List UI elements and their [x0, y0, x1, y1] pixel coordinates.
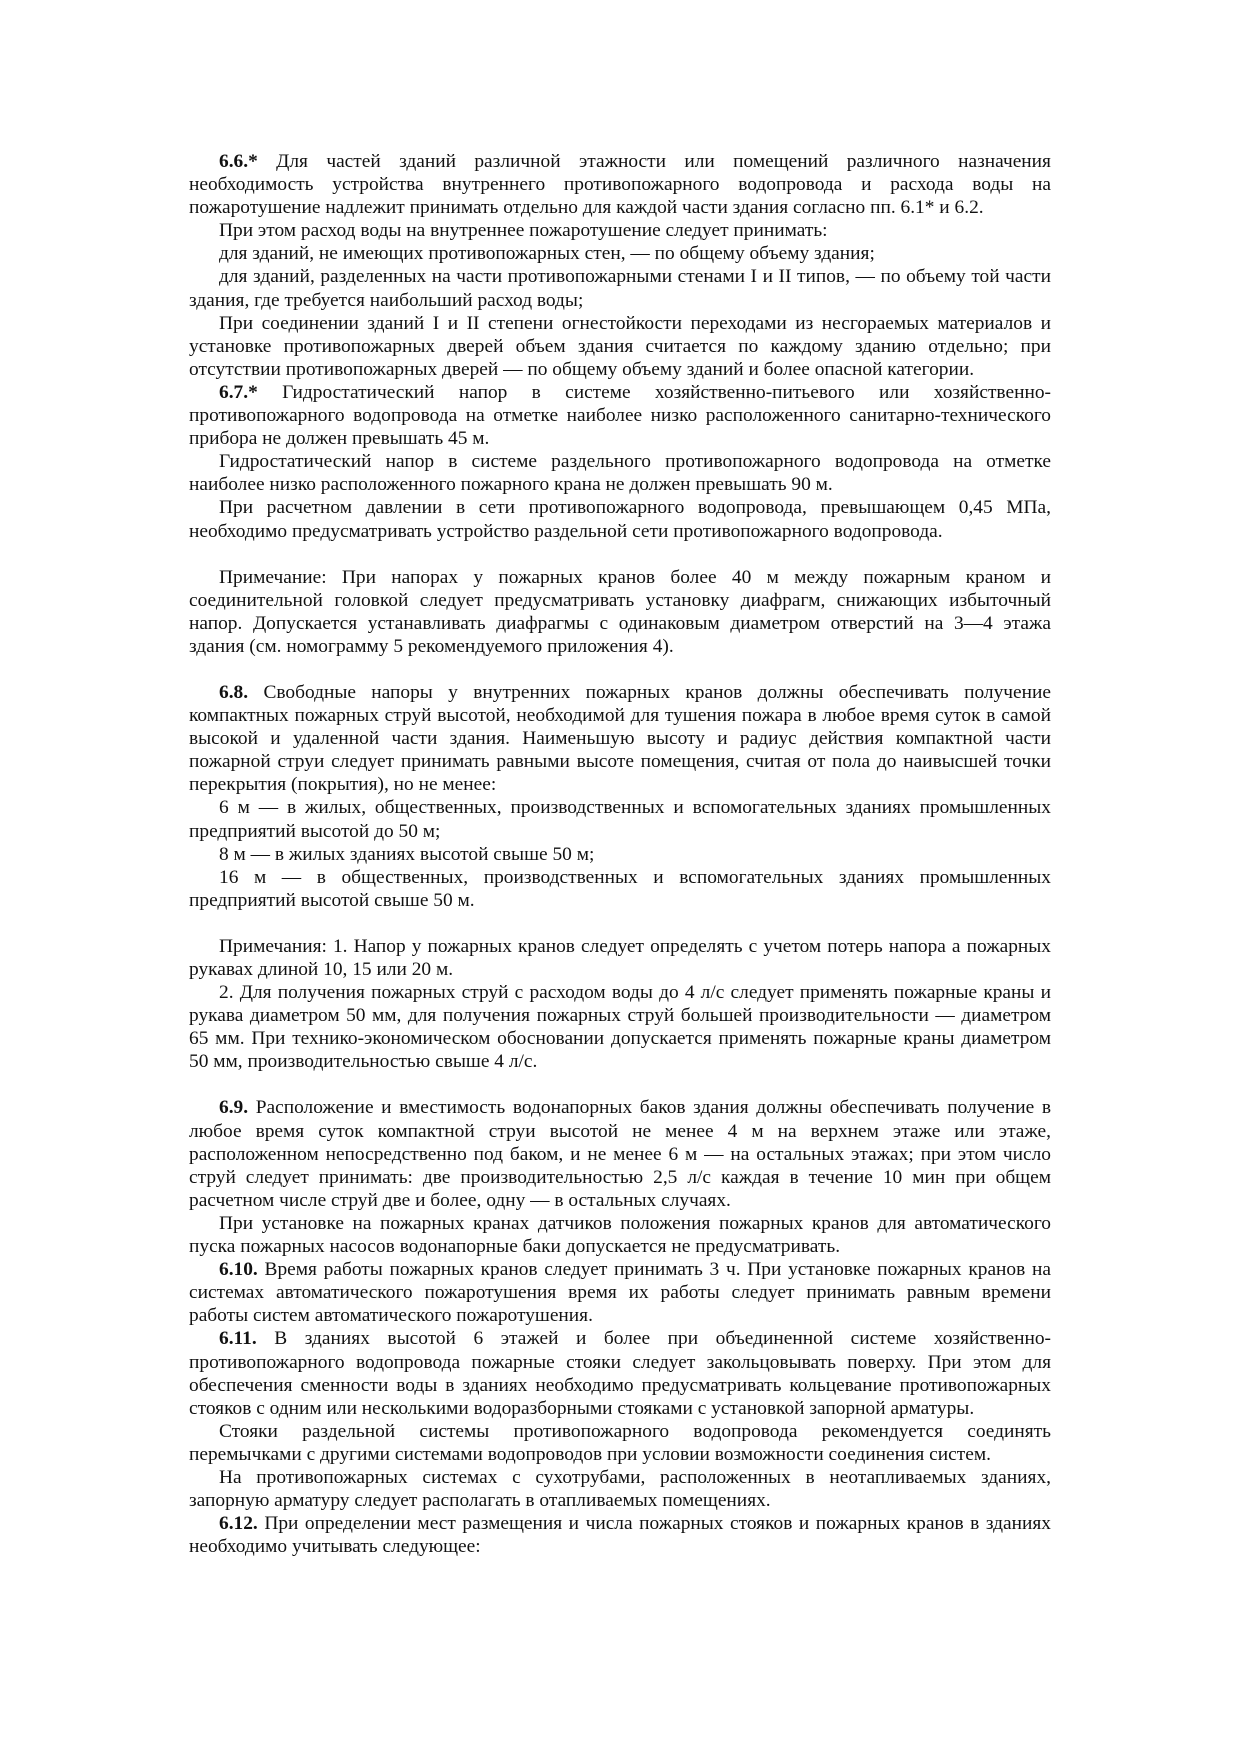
paragraph-text: для зданий, разделенных на части противопожарными стенами I и II типов, — по объему той части здания, где требуется наибольший расход воды; — [189, 266, 1051, 311]
paragraph — [189, 219, 1051, 242]
paragraph-6-6 — [189, 150, 1051, 219]
paragraph — [189, 496, 1051, 542]
paragraph — [189, 843, 1051, 866]
note-paragraph — [189, 981, 1051, 1073]
paragraph — [189, 265, 1051, 311]
note-paragraph — [189, 935, 1051, 981]
paragraph — [189, 866, 1051, 912]
paragraph-text: 6 м — в жилых, общественных, производственных и вспомогательных зданиях промышленных предприятий высотой до 50 м; — [189, 797, 1051, 842]
paragraph-text: На противопожарных системах с сухотрубами, расположенных в неотапливаемых зданиях, запорную арматуру следует располагать в отапливаемых помещениях. — [189, 1466, 1051, 1512]
paragraph-6-11 — [189, 1327, 1051, 1419]
paragraph-text: При расчетном давлении в сети противопожарного водопровода, превышающем 0,45 МПа, необходимо предусматривать устройство раздельной сети противопожарного водопровода. — [189, 497, 1051, 542]
clause-number: 6.8. — [219, 681, 249, 703]
paragraph — [189, 1466, 1051, 1512]
paragraph — [189, 242, 1051, 265]
paragraph-text: 2. Для получения пожарных струй с расходом воды до 4 л/с следует применять пожарные краны и рукава диаметром 50 мм, для получения пожарных струй большей производительности — диаметром 65 мм. При технико-экономическом обосновании допускается применять пожарные краны диаметром 50 мм, производительностью свыше 4 л/с. — [189, 982, 1051, 1073]
paragraph-text: Стояки раздельной системы противопожарного водопровода рекомендуется соединять перемычками с другими системами водопроводов при условии возможности соединения систем. — [189, 1420, 1051, 1465]
paragraph-text: Свободные напоры у внутренних пожарных кранов должны обеспечивать получение компактных пожарных струй высотой, необходимой для тушения пожара в любое время суток в самой высокой и удаленной части здания. Наименьшую высоту и радиус действия компактной части пожарной струи следует принимать равными высоте помещения, считая от пола до наивысшей точки перекрытия (покрытия), но не менее: — [189, 681, 1051, 796]
paragraph-text: При этом расход воды на внутреннее пожаротушение следует принимать: — [219, 220, 828, 242]
paragraph-text: При соединении зданий I и II степени огнестойкости переходами из несгораемых материалов и установке противопожарных дверей объем здания считается по каждому зданию отдельно; при отсутствии противопожарных дверей — по общему объему зданий и более опасной категории. — [189, 312, 1051, 380]
paragraph-text: При определении мест размещения и числа пожарных стояков и пожарных кранов в зданиях необходимо учитывать следующее: — [189, 1513, 1051, 1558]
paragraph — [189, 796, 1051, 842]
clause-number: 6.7.* — [219, 381, 258, 403]
paragraph — [189, 312, 1051, 381]
paragraph-6-12 — [189, 1512, 1051, 1558]
paragraph-text: 8 м — в жилых зданиях высотой свыше 50 м; — [219, 843, 595, 865]
paragraph — [189, 1212, 1051, 1258]
paragraph-text: Гидростатический напор в системе хозяйственно-питьевого или хозяйственно-противопожарного водопровода на отметке наиболее низко расположенного санитарно-технического прибора не должен превышать 45 м. — [189, 381, 1051, 450]
paragraph-text: В зданиях высотой 6 этажей и более при объединенной системе хозяйственно-противопожарного водопровода пожарные стояки следует закольцовывать поверху. При этом для обеспечения сменности воды в зданиях необходимо предусматривать кольцевание противопожарных стояков с одним или несколькими водоразборными стояками с установкой запорной арматуры. — [189, 1328, 1051, 1419]
paragraph-text: Примечания: 1. Напор у пожарных кранов следует определять с учетом потерь напора а пожарных рукавах длиной 10, 15 или 20 м. — [189, 935, 1051, 980]
clause-number: 6.12. — [219, 1513, 258, 1535]
paragraph-6-10 — [189, 1258, 1051, 1327]
clause-number: 6.11. — [219, 1328, 257, 1350]
clause-number: 6.9. — [219, 1097, 249, 1119]
paragraph — [189, 450, 1051, 496]
paragraph-text: Гидростатический напор в системе раздельного противопожарного водопровода на отметке наиболее низко расположенного пожарного крана не должен превышать 90 м. — [189, 451, 1051, 496]
clause-number: 6.6.* — [219, 151, 258, 172]
paragraph-text: 16 м — в общественных, производственных и вспомогательных зданиях промышленных предприятий высотой свыше 50 м. — [189, 866, 1051, 911]
paragraph-6-7 — [189, 381, 1051, 450]
paragraph-text: для зданий, не имеющих противопожарных стен, — по общему объему здания; — [219, 243, 875, 265]
paragraph-6-9 — [189, 1096, 1051, 1211]
paragraph-text: При установке на пожарных кранах датчиков положения пожарных кранов для автоматического пуска пожарных насосов водонапорные баки допускается не предусматривать. — [189, 1212, 1051, 1258]
paragraph — [189, 1420, 1051, 1466]
paragraph-text: Время работы пожарных кранов следует принимать 3 ч. При установке пожарных кранов на системах автоматического пожаротушения время их работы следует принимать равным времени работы систем автоматического пожаротушения. — [189, 1259, 1051, 1327]
paragraph-text: Примечание: При напорах у пожарных кранов более 40 м между пожарным краном и соединительной головкой следует предусматривать установку диафрагм, снижающих избыточный напор. Допускается устанавливать диафрагмы с одинаковым диаметром отверстий на 3—4 этажа здания (см. номограмму 5 рекомендуемого приложения 4). — [189, 566, 1051, 657]
paragraph-text: Для частей зданий различной этажности или помещений различного назначения необходимость устройства внутреннего противопожарного водопровода и расхода воды на пожаротушение надлежит принимать отдельно для каждой части здания согласно пп. 6.1* и 6.2. — [189, 151, 1051, 219]
document-page — [189, 150, 1051, 1558]
note-paragraph — [189, 566, 1051, 658]
paragraph-6-8 — [189, 681, 1051, 796]
clause-number: 6.10. — [219, 1259, 258, 1281]
paragraph-text: Расположение и вместимость водонапорных баков здания должны обеспечивать получение в любое время суток компактной струи высотой не менее 4 м на верхнем этаже или этаже, расположенном непосредственно под баком, и не менее 6 м — на остальных этажах; при этом число струй следует принимать: две производительностью 2,5 л/с каждая в течение 10 мин при общем расчетном числе струй две и более, одну — в остальных случаях. — [189, 1097, 1051, 1211]
